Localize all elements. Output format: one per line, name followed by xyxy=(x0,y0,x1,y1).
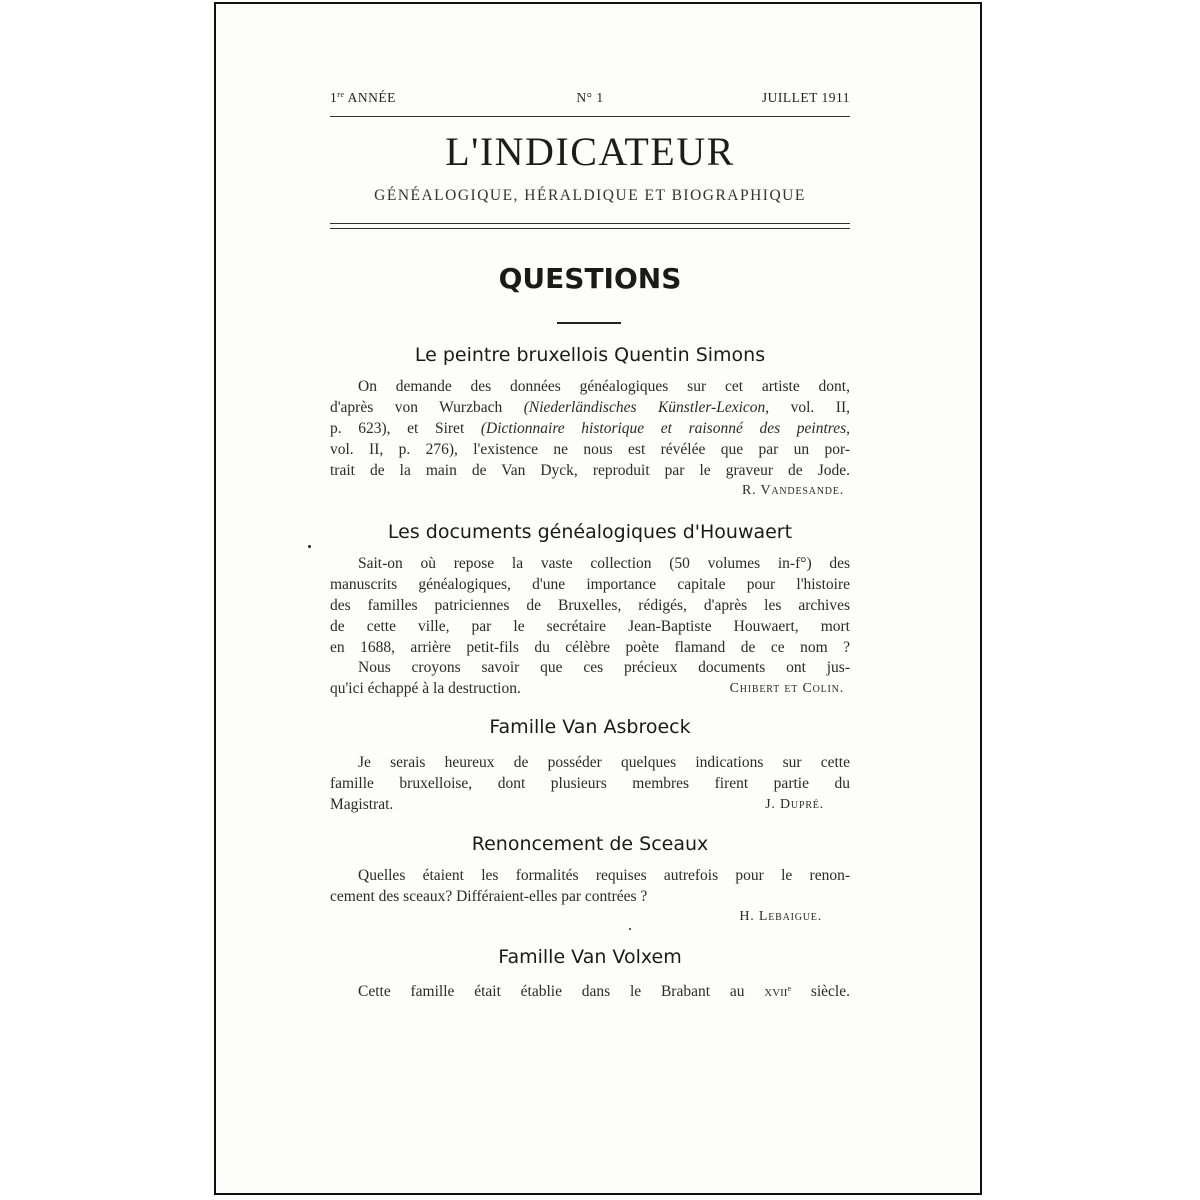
italic-title: (Niederländisches Künstler-Lexicon xyxy=(523,399,766,416)
text-span: siècle. xyxy=(791,983,850,1000)
question-4-line-2: cement des sceaux? Différaient-elles par contrées ? xyxy=(330,888,648,905)
century-superscript: e xyxy=(787,984,792,993)
text-span: p. 623), et Siret xyxy=(330,420,481,437)
year-number: 1 xyxy=(330,90,338,105)
question-2-line-2: manuscrits généalogiques, d'une importance capitale pour l'histoire xyxy=(330,576,850,593)
question-5-line-1 xyxy=(330,979,850,1002)
year-word: ANNÉE xyxy=(347,90,396,105)
masthead-header xyxy=(330,90,850,112)
signature-3: J. Dupré. xyxy=(765,797,824,812)
question-1-line-2 xyxy=(330,398,850,418)
question-2-line-6: Nous croyons savoir que ces précieux documents ont jus- xyxy=(358,659,850,676)
question-3-line-1: Je serais heureux de posséder quelques indications sur cette xyxy=(358,754,850,771)
question-title-2: Les documents généalogiques d'Houwaert xyxy=(387,521,793,543)
italic-title: (Dictionnaire historique et raisonné des peintres xyxy=(480,420,847,437)
title-double-rule-top xyxy=(330,223,850,224)
question-2-line-1: Sait-on où repose la vaste collection (50 volumes in-f°) des xyxy=(358,555,850,572)
issue-number: N° 1 xyxy=(576,90,604,105)
text-span: , vol. II, xyxy=(765,399,850,416)
issue-date: JUILLET 1911 xyxy=(761,90,850,105)
question-1-line-1: On demande des données généalogiques sur cet artiste dont, xyxy=(358,378,850,395)
ink-speck xyxy=(308,545,311,548)
page-sheet xyxy=(214,2,982,1195)
text-span: Cette famille était établie dans le Brabant au xyxy=(358,983,765,1000)
question-3-line-2: famille bruxelloise, dont plusieurs membres firent partie du xyxy=(330,775,850,792)
question-1-line-3 xyxy=(330,419,850,439)
question-2-line-7: qu'ici échappé à la destruction. xyxy=(330,680,521,697)
question-4-line-1: Quelles étaient les formalités requises autrefois pour le renon- xyxy=(358,867,850,884)
question-title-5-text: Famille Van Volxem xyxy=(498,946,682,968)
century-numeral: xvii xyxy=(764,983,788,1000)
header-rule xyxy=(330,116,850,117)
signature-2: Chibert et Colin. xyxy=(729,681,844,696)
heading-underline xyxy=(557,322,621,324)
journal-subtitle: GÉNÉALOGIQUE, HÉRALDIQUE ET BIOGRAPHIQUE xyxy=(374,187,806,204)
question-title-3: Famille Van Asbroeck xyxy=(489,716,691,738)
text-span: , xyxy=(846,420,850,437)
question-2-line-5: en 1688, arrière petit-fils du célèbre poète flamand de ce nom ? xyxy=(330,639,850,656)
signature-1: R. Vandesande. xyxy=(741,483,844,498)
question-2-line-4: de cette ville, par le secrétaire Jean-Baptiste Houwaert, mort xyxy=(330,618,850,635)
title-double-rule-bottom xyxy=(330,228,850,229)
signature-4: H. Lebaigue. xyxy=(739,909,822,924)
section-heading: QUESTIONS xyxy=(498,262,682,295)
question-title-5 xyxy=(330,946,850,968)
question-1-line-4: vol. II, p. 276), l'existence ne nous est révélée que par un por- xyxy=(330,441,850,458)
ink-speck xyxy=(629,928,631,930)
year-superscript: re xyxy=(337,90,345,99)
question-title-4: Renoncement de Sceaux xyxy=(471,833,709,855)
question-2-line-3: des familles patriciennes de Bruxelles, rédigés, d'après les archives xyxy=(330,597,850,614)
text-span: d'après von Wurzbach xyxy=(330,399,524,416)
question-title-1: Le peintre bruxellois Quentin Simons xyxy=(414,344,766,366)
question-3-line-3: Magistrat. xyxy=(330,796,394,813)
journal-title: L'INDICATEUR xyxy=(445,129,735,174)
question-1-line-5: trait de la main de Van Dyck, reproduit par le graveur de Jode. xyxy=(330,462,850,479)
